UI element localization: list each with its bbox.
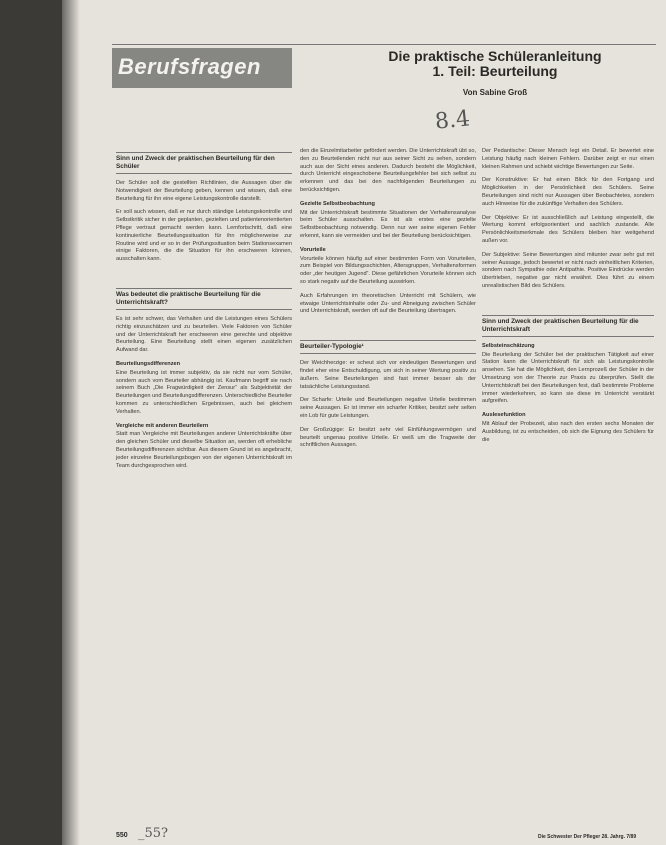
paragraph: Der Subjektive: Seine Bewertungen sind mitunter zwar sehr gut mit seiner Aussage, jedoch bewertet er nicht nach einheitlichen Kriterien, sondern nach Sympathie oder Antipathie. Positive Eindrücke werden übertrieben, negative gar nicht erwähnt. Dies führt zu einem unrealistischen Bild des Schülers. bbox=[482, 251, 654, 289]
paragraph: Auch Erfahrungen im theoretischen Unterricht mit Schülern, wie etwaige Unterrichtsinhalte oder Zu- und Abneigung zwischen Schüler und Unterrichtskraft, werden oft auf die Beurteilung übertragen. bbox=[300, 292, 476, 315]
column-middle bbox=[300, 148, 476, 456]
paragraph: Der Pedantische: Dieser Mensch legt ein Detail. Er bewertet eine Leistung häufig nach kleinen Fehlern. Darüber zeigt er nur einen kleinen Rahmen und schiebt wichtige Bewertungen zur Seite. bbox=[482, 148, 654, 170]
paragraph: Der Schüler soll die gestellten Richtlinien, die Aussagen über die Notwendigkeit der Beurteilung geben, kennen und wissen, daß eine Beurteilung für ihn eine eigene Leistungskontrolle darstellt. bbox=[116, 180, 292, 202]
handwritten-note: 8.4 bbox=[433, 106, 472, 135]
column-left bbox=[116, 148, 292, 476]
box-heading: Was bedeutet die praktische Beurteilung für die Unterrichtskraft? bbox=[116, 288, 292, 310]
box-heading: Beurteiler-Typologie¹ bbox=[300, 340, 476, 354]
paragraph: Eine Beurteilung ist immer subjektiv, da sie nicht nur vom Schüler, sondern auch vom Beurteiler abhängig ist. Kaufmann begriff sie nach seinem Buch „Die Fragwürdigkeit der Zensur“ als Subjektivität der Beurteilungen und Beurteilungsdifferenzen. Unterschiedliche Beurteiler kommen zu unterschiedlichen Ergebnissen, auch bei gleichem Verhalten. bbox=[116, 369, 292, 415]
paragraph: Der Scharfe: Urteile und Beurteilungen negative Urteile bestimmen seine Aussagen. Er ist immer ein scharfer Kritiker, besitzt sehr selten ein Lob für gute Leistungen. bbox=[300, 397, 476, 419]
paragraph: Mit der Unterrichtskraft bestimmte Situationen der Verhaltensanalyse beim Schüler ausschalten. Es ist als erstes eine gezielte Selbstbeobachtung notwendig. Denn nur wer seine eigenen Fehler erkennt, kann sie vermeiden und bei der Beurteilung berücksichtigen. bbox=[300, 209, 476, 239]
section-title: Berufsfragen bbox=[118, 54, 261, 79]
paragraph: Er soll auch wissen, daß er nur durch ständige Leistungskontrolle und Selbstkritik sicher in der geplanten, gezielten und patientenorientierten Pflege vertraut gemacht werden kann. Lernfortschritt, daß eine kontinuierliche Beurteilungssituation für ihn möglicherweise zur Routine wird und er so in der Prüfungssituation beim Stationsexamen einige Faktoren, die die Situation für ihn erschweren können, ausschalten kann. bbox=[116, 209, 292, 263]
subheading: Beurteilungsdifferenzen bbox=[116, 360, 181, 367]
box-heading: Sinn und Zweck der praktischen Beurteilung für den Schüler bbox=[116, 152, 292, 174]
paragraph: Der Weichherzige: er scheut sich vor eindeutigen Bewertungen und findet eher eine Entschuldigung, um sich in seiner Wertung positiv zu äußern. Seine Beurteilungen sind fast immer besser als der tatsächliche Leistungsstand. bbox=[300, 360, 476, 390]
article-subtitle: 1. Teil: Beurteilung bbox=[432, 63, 558, 79]
paragraph: Es ist sehr schwer, das Verhalten und die Leistungen eines Schülers richtig einzuschätzen und zu beurteilen. Viele Faktoren von Schüler und der Unterrichtskraft her erschweren eine gerechte und objektive Beurteilung. Eine Beurteilung stellt einen eigenen zusätzlichen Aufwand dar. bbox=[116, 315, 292, 354]
column-right bbox=[482, 148, 654, 450]
page-number: 550 bbox=[116, 832, 128, 839]
box-heading: Sinn und Zweck der praktischen Beurteilung für die Unterrichtskraft bbox=[482, 315, 654, 337]
handwritten-page-note: _55? bbox=[138, 826, 169, 841]
paragraph: Vorurteile können häufig auf einer bestimmten Form von Vorurteilen, zum Beispiel von Bildungsschichten, Altersgruppen, Verhaltensformen oder „der heutigen Jugend“. Diese gefährlichen Vorurteile können sich so stark negativ auf die Beurteilung auswirken. bbox=[300, 255, 476, 285]
subheading: Vorurteile bbox=[300, 246, 326, 253]
header-rule bbox=[112, 44, 656, 45]
journal-reference: Die Schwester Der Pfleger 28. Jahrg. 7/89 bbox=[538, 834, 637, 840]
article-title: Die praktische Schüleranleitung bbox=[388, 48, 602, 64]
paragraph: Mit Ablauf der Probezeit, also nach den ersten sechs Monaten der Ausbildung, ist zu entscheiden, ob sich die Eignung des Schülers für die bbox=[482, 420, 654, 443]
paragraph: Der Objektive: Er ist ausschließlich auf Leistung eingestellt, die Wertung kommt erfolgsorientiert und sachlich zustande. Alle Persönlichkeitsmerkmale des Schülers bleiben hier weitgehend außen vor. bbox=[482, 214, 654, 244]
subheading: Selbsteinschätzung bbox=[482, 342, 535, 349]
subheading: Gezielte Selbstbeobachtung bbox=[300, 200, 375, 207]
subheading: Auslesefunktion bbox=[482, 412, 526, 419]
paragraph: Statt man Vergleiche mit Beurteilungen anderer Unterrichtskräfte über den gleichen Schüler und dieselbe Situation an, werden oft erhebliche Beurteilungsdifferenzen sichtbar. Aus diesem Grund ist es angebracht, jeder einzelne Beurteilungsbogen von der eigenen Unterrichtskraft im Team durchgesprochen wird. bbox=[116, 431, 292, 469]
subheading: Vergleiche mit anderen Beurteilern bbox=[116, 422, 209, 429]
paragraph: den die Einzelmitarbeiter gefördert werden. Die Unterrichtskraft übt so, den zu Beurteilenden nicht nur aus seiner Sicht zu sehen, sondern auch aus der Sicht eines anderen. Dadurch besteht die Möglichkeit, durch Unterricht eingeschobene Beurteilungsfehler bei sich selbst zu erkennen und das bei den nachfolgenden Beurteilungen zu berücksichtigen. bbox=[300, 148, 476, 193]
paragraph: Die Beurteilung der Schüler bei der praktischen Tätigkeit auf einer Station kann die Unterrichtskraft für sich als Leistungskontrolle ansehen. Sie hat die Möglichkeit, den Lernprozeß der Schüler in der Umsetzung von der Theorie zur Praxis zu überprüfen. Stellt die Unterrichtskraft bei den Beurteilungen fest, daß bestimmte Probleme immer wiederkehren, so kann sie diese im Unterricht verstärkt aufgreifen. bbox=[482, 351, 654, 405]
paragraph: Der Großzügige: Er besitzt sehr viel Einfühlungsvermögen und beurteilt ungenau positive Urteile. Er weiß um die Tragweite der schriftlichen Aussagen. bbox=[300, 426, 476, 449]
binding-shadow bbox=[62, 0, 80, 845]
byline: Von Sabine Groß bbox=[462, 88, 528, 97]
paragraph: Der Konstruktive: Er hat einen Blick für den Fortgang und Möglichkeiten in der Persönlichkeit des Schülers. Seine Beurteilungen sind nicht nur Aussagen über Beobachtetes, sondern auch Hinweise für die zukünftige Verhalten des Schülers. bbox=[482, 177, 654, 207]
